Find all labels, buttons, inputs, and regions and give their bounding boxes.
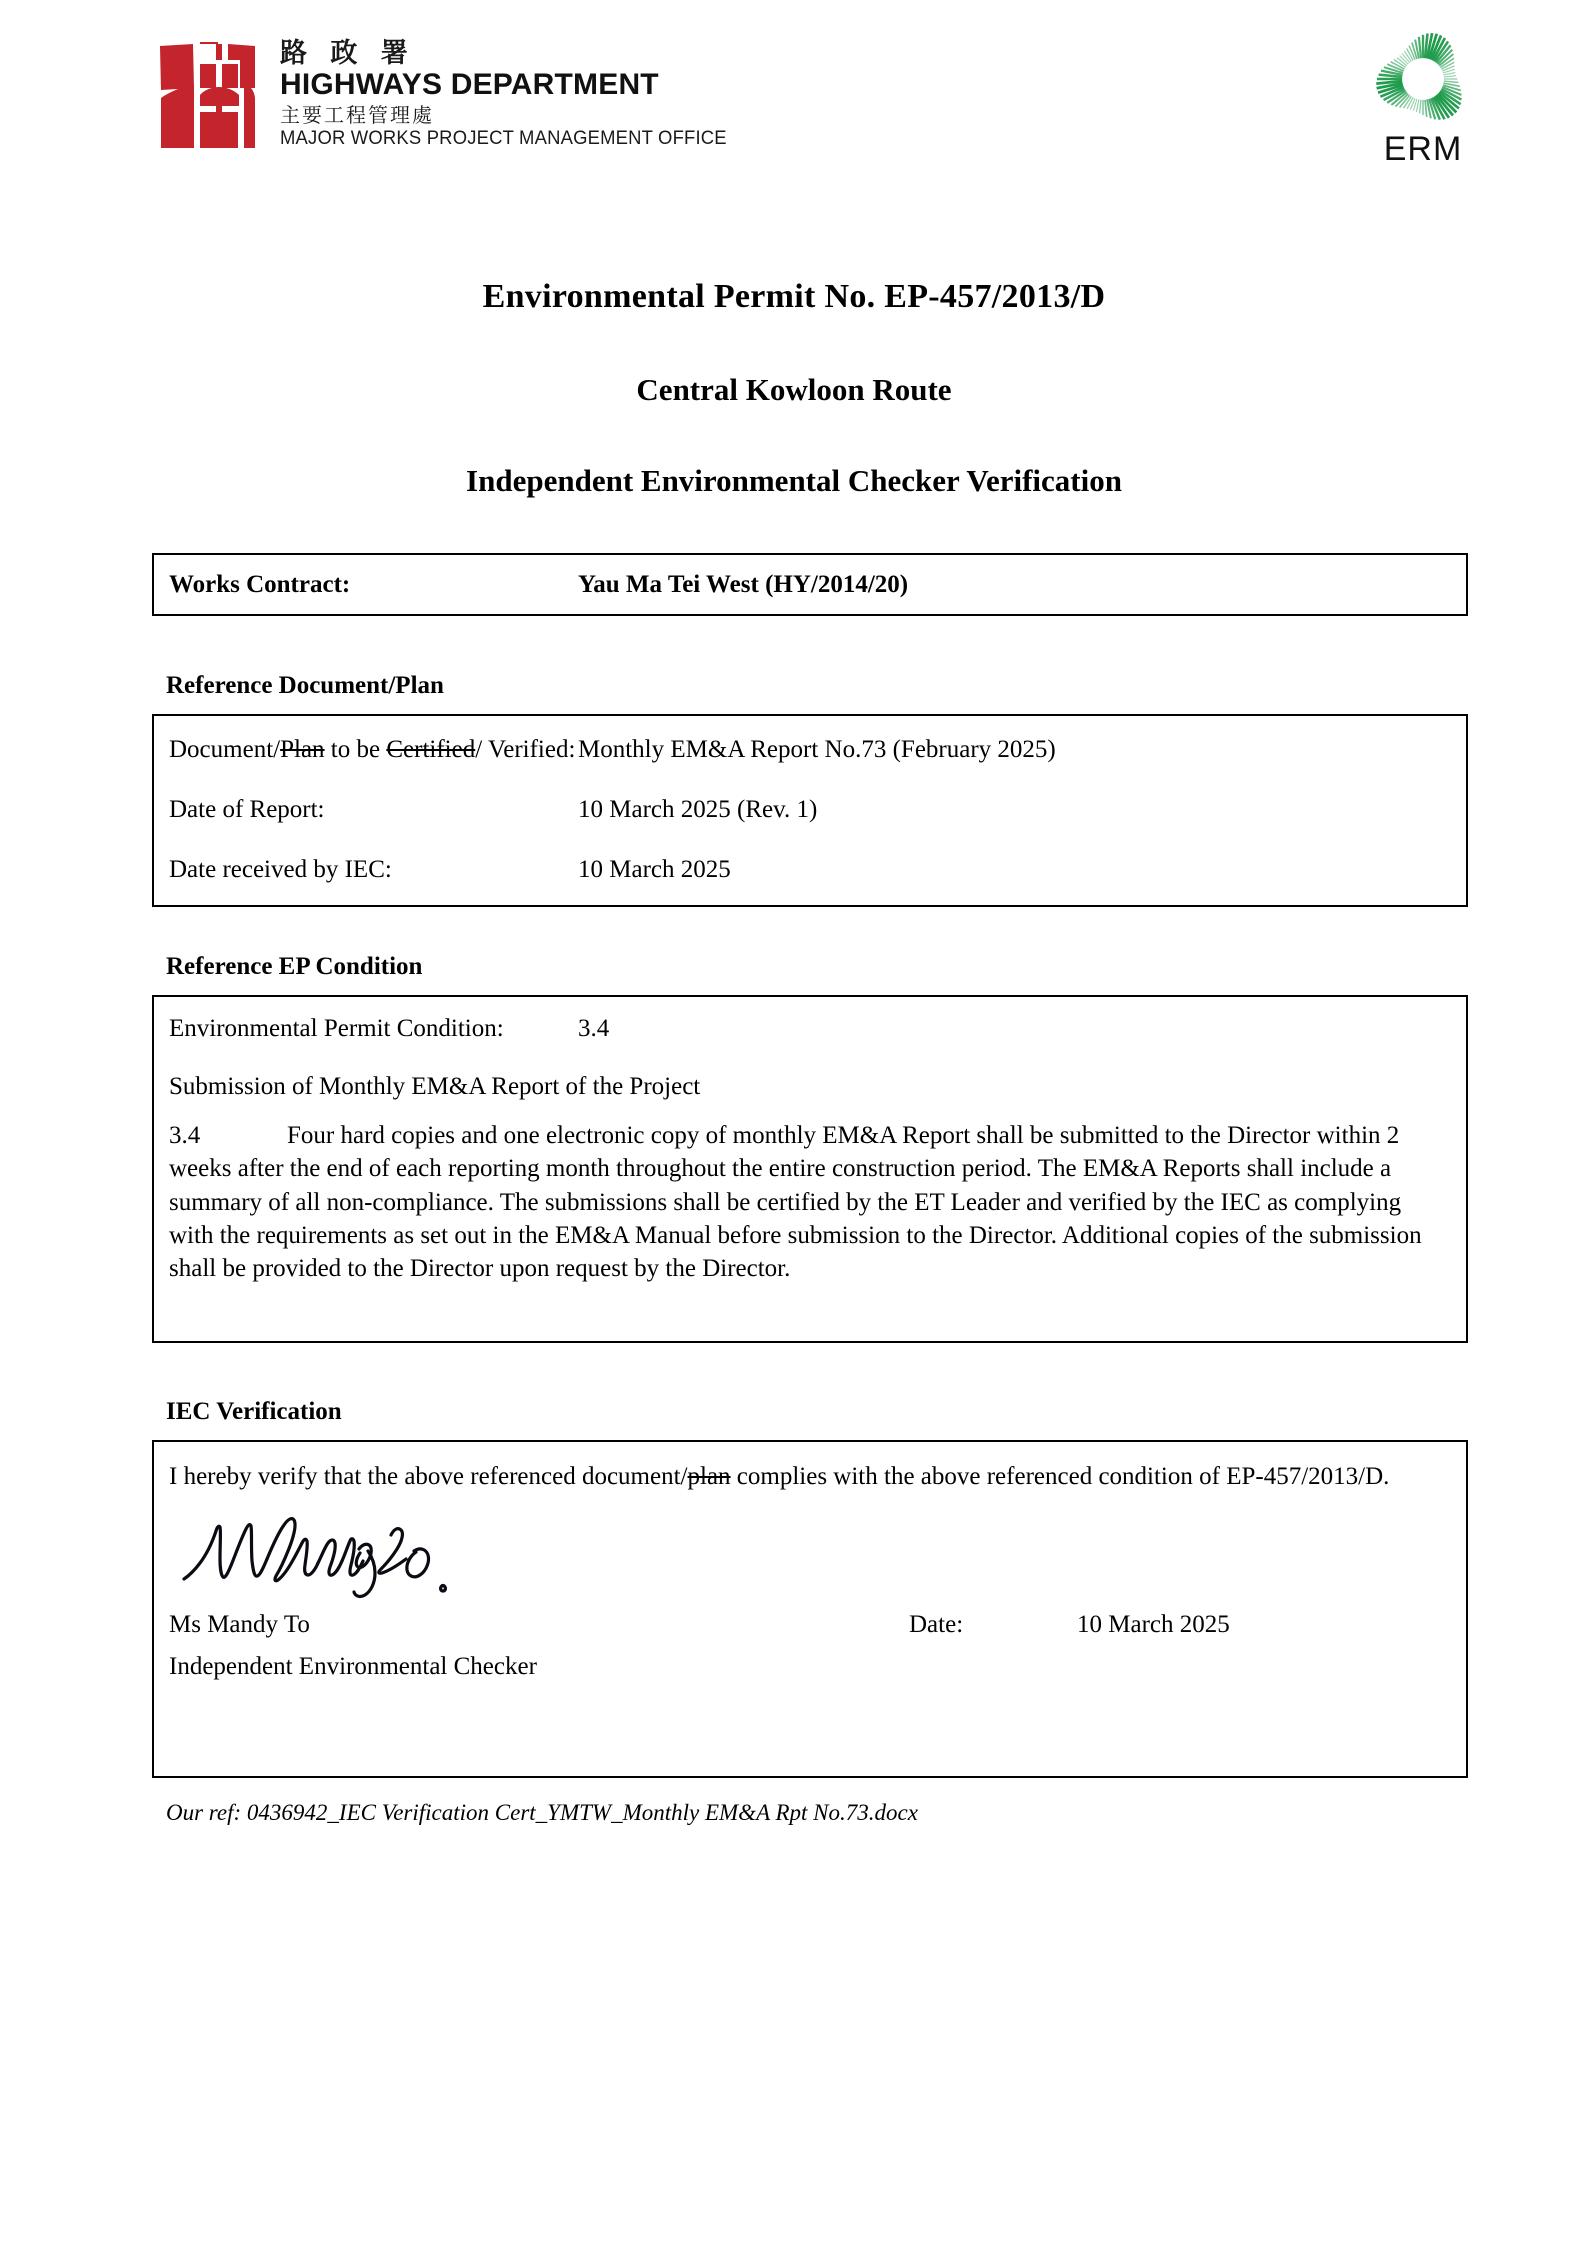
ep-clause-text: Four hard copies and one electronic copy of monthly EM&A Report shall be submitted to the Director within 2 weeks after the end of each reporting month throughout the entire construction period. The EM&A Reports shall include a summary of all non-compliance. The submissions shall be certified by the ET Leader and verified by the IEC as complying with the requirements as set out in the EM&A Manual before submission to the Director. Additional copies of the submission shall be provided to the Director upon request by the Director. <box>169 1122 1422 1282</box>
document-type-title: Independent Environmental Checker Verification <box>466 463 1122 498</box>
highways-department-logo <box>158 38 741 150</box>
date-received-value: 10 March 2025 <box>578 856 731 883</box>
ep-condition-row <box>154 1015 1466 1043</box>
signature-date-value: 10 March 2025 <box>1077 1611 1230 1639</box>
works-contract-label: Works Contract: <box>169 570 351 598</box>
doc-label-struck-plan: Plan <box>280 736 325 763</box>
date-received-row <box>154 856 1466 884</box>
ep-condition-clause <box>154 1119 1466 1285</box>
works-contract-value: Yau Ma Tei West (HY/2014/20) <box>578 570 909 598</box>
iec-statement-part1: I hereby verify that the above referenced document/ <box>169 1463 688 1490</box>
document-header <box>0 0 1588 190</box>
works-contract-box <box>152 553 1468 616</box>
signature-name-row <box>154 1611 1466 1639</box>
ep-condition-value: 3.4 <box>578 1015 610 1042</box>
date-of-report-value: 10 March 2025 (Rev. 1) <box>578 796 818 823</box>
hd-english-office: MAJOR WORKS PROJECT MANAGEMENT OFFICE <box>280 128 727 149</box>
iec-verification-box <box>152 1440 1468 1778</box>
doc-label-struck-certified: Certified <box>386 736 476 763</box>
document-to-be-verified-value: Monthly EM&A Report No.73 (February 2025) <box>578 736 1056 763</box>
highways-department-mark-icon <box>158 38 258 150</box>
date-of-report-label: Date of Report: <box>169 796 325 823</box>
doc-label-part1: Document/ <box>169 736 281 763</box>
doc-label-part3: / Verified: <box>475 736 576 763</box>
works-contract-row <box>154 571 1466 599</box>
ep-condition-section-label: Reference EP Condition <box>166 953 423 980</box>
iec-verification-statement <box>154 1460 1466 1493</box>
date-received-label: Date received by IEC: <box>169 856 392 883</box>
project-title: Central Kowloon Route <box>636 372 952 407</box>
iec-verification-section-label: IEC Verification <box>166 1398 342 1425</box>
ep-condition-subheading: Submission of Monthly EM&A Report of the Project <box>169 1073 701 1100</box>
hd-english-name: HIGHWAYS DEPARTMENT <box>280 68 659 101</box>
signer-title: Independent Environmental Checker <box>169 1653 537 1681</box>
date-of-report-row <box>154 796 1466 824</box>
erm-wordmark: ERM <box>1383 130 1463 168</box>
iec-statement-struck-plan: plan <box>687 1463 731 1490</box>
reference-document-section-label: Reference Document/Plan <box>166 672 444 699</box>
our-reference-footer: Our ref: 0436942_IEC Verification Cert_YMTW_Monthly EM&A Rpt No.73.docx <box>166 1800 918 1825</box>
hd-chinese-office: 主要工程管理處 <box>280 103 434 127</box>
doc-label-part2: to be <box>324 736 387 763</box>
ep-condition-label: Environmental Permit Condition: <box>169 1015 504 1042</box>
signature-date-label: Date: <box>909 1611 964 1639</box>
permit-number-title: Environmental Permit No. EP-457/2013/D <box>482 278 1106 315</box>
signature-area <box>154 1493 1466 1611</box>
erm-logo <box>1348 24 1498 169</box>
reference-document-box <box>152 714 1468 907</box>
document-to-be-verified-label <box>154 736 578 764</box>
hd-chinese-name: 路 政 署 <box>280 38 415 69</box>
signer-name: Ms Mandy To <box>169 1611 310 1639</box>
document-to-be-verified-row <box>154 736 1466 764</box>
highways-department-text <box>280 38 741 148</box>
handwritten-signature <box>176 1505 476 1601</box>
ep-condition-box <box>152 995 1468 1343</box>
iec-statement-part2: complies with the above referenced condition of EP-457/2013/D. <box>730 1463 1390 1490</box>
ep-clause-number: 3.4 <box>169 1122 201 1149</box>
erm-sunburst-icon <box>1368 24 1478 134</box>
